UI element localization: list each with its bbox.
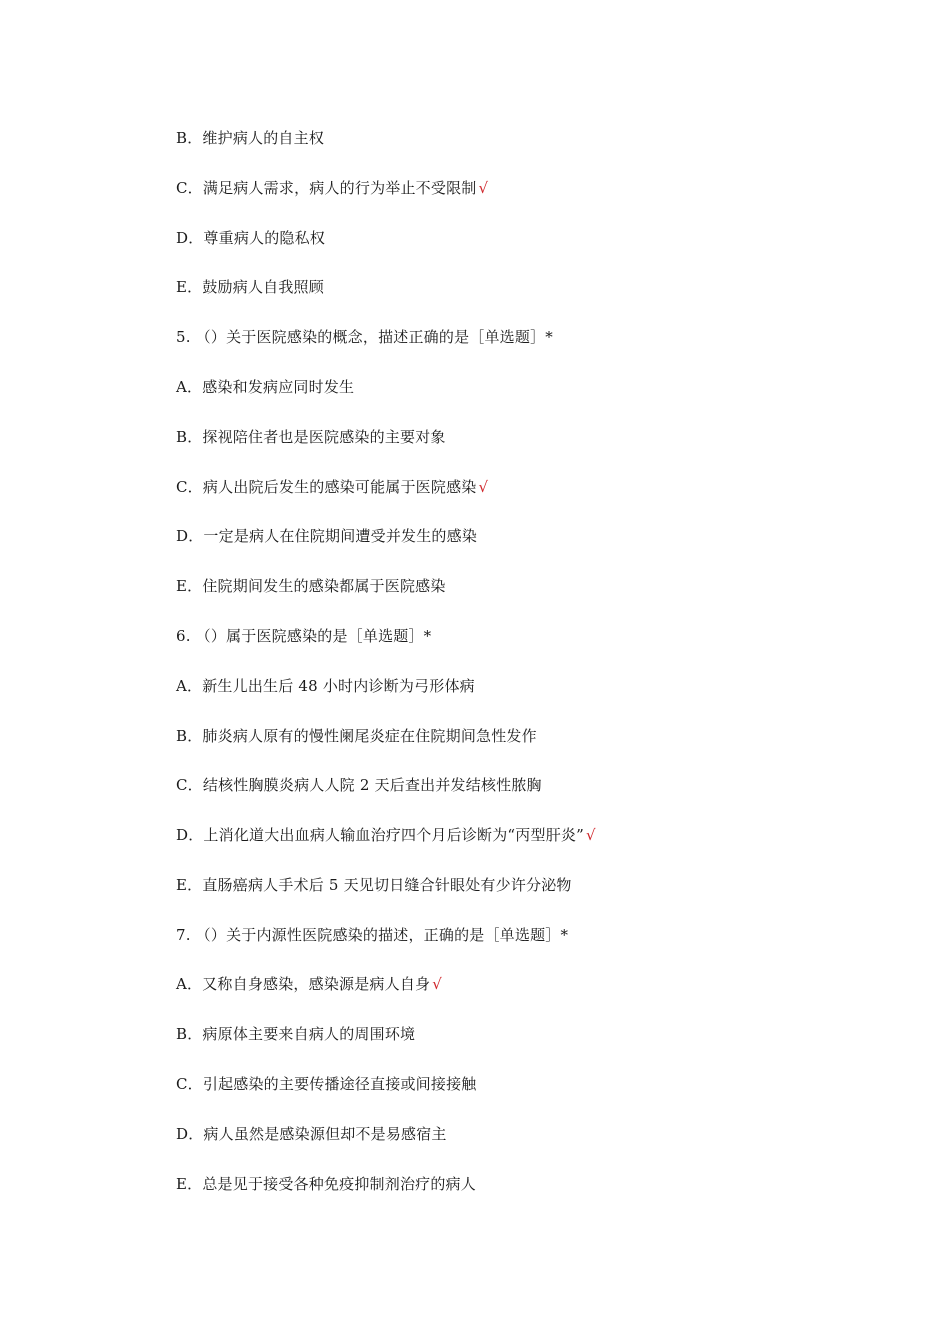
question-text: 6. （）属于医院感染的是［单选题］* [176, 627, 432, 645]
option-text: E．鼓励病人自我照顾 [176, 278, 324, 296]
option-text: A．新生儿出生后 48 小时内诊断为弓形体病 [176, 677, 475, 695]
question-line [176, 626, 433, 646]
option-line [176, 676, 477, 696]
option-line [176, 128, 326, 148]
option-line [176, 277, 326, 297]
option-text: E．总是见于接受各种免疫抑制剂治疗的病人 [176, 1175, 476, 1193]
option-line [176, 427, 448, 447]
option-text: B．病原体主要来自病人的周围环境 [176, 1025, 416, 1043]
option-text: B．维护病人的自主权 [176, 129, 325, 147]
option-text: D．一定是病人在住院期间遭受并发生的感染 [176, 527, 478, 545]
option-line [176, 875, 574, 895]
option-line [176, 228, 327, 248]
option-text: E．直肠癌病人手术后 5 天见切日缝合针眼处有少许分泌物 [176, 876, 572, 894]
option-text: A．感染和发病应同时发生 [176, 378, 355, 396]
option-line [176, 477, 488, 497]
correct-check-icon: √ [478, 478, 489, 496]
option-line [176, 726, 539, 746]
option-text: D．上消化道大出血病人输血治疗四个月后诊断为“丙型肝炎” [176, 826, 584, 844]
option-text: D．病人虽然是感染源但却不是易感宿主 [176, 1125, 447, 1143]
option-text: B．探视陪住者也是医院感染的主要对象 [176, 428, 446, 446]
option-line [176, 775, 544, 795]
question-line [176, 925, 570, 945]
option-line [176, 1124, 449, 1144]
option-text: A．又称自身感染，感染源是病人自身 [176, 975, 431, 993]
question-text: 5. （）关于医院感染的概念，描述正确的是［单选题］* [176, 328, 553, 346]
question-text: 7. （）关于内源性医院感染的描述，正确的是［单选题］* [176, 926, 569, 944]
option-line [176, 377, 356, 397]
correct-check-icon: √ [585, 826, 596, 844]
correct-check-icon: √ [478, 179, 489, 197]
option-text: E．住院期间发生的感染都属于医院感染 [176, 577, 446, 595]
option-text: C．结核性胸膜炎病人人院 2 天后查出并发结核性脓胸 [176, 776, 542, 794]
option-text: C．满足病人需求，病人的行为举止不受限制 [176, 179, 477, 197]
question-line [176, 327, 555, 347]
option-text: C．引起感染的主要传播途径直接或间接接触 [176, 1075, 477, 1093]
option-text: B．肺炎病人原有的慢性阑尾炎症在住院期间急性发作 [176, 727, 537, 745]
option-line [176, 1174, 478, 1194]
option-line [176, 178, 488, 198]
option-line [176, 825, 596, 845]
option-line [176, 974, 442, 994]
option-text: D．尊重病人的隐私权 [176, 229, 326, 247]
option-line [176, 1074, 478, 1094]
correct-check-icon: √ [432, 975, 442, 993]
option-line [176, 526, 479, 546]
option-line [176, 1024, 417, 1044]
option-text: C．病人出院后发生的感染可能属于医院感染 [176, 478, 477, 496]
option-line [176, 576, 448, 596]
